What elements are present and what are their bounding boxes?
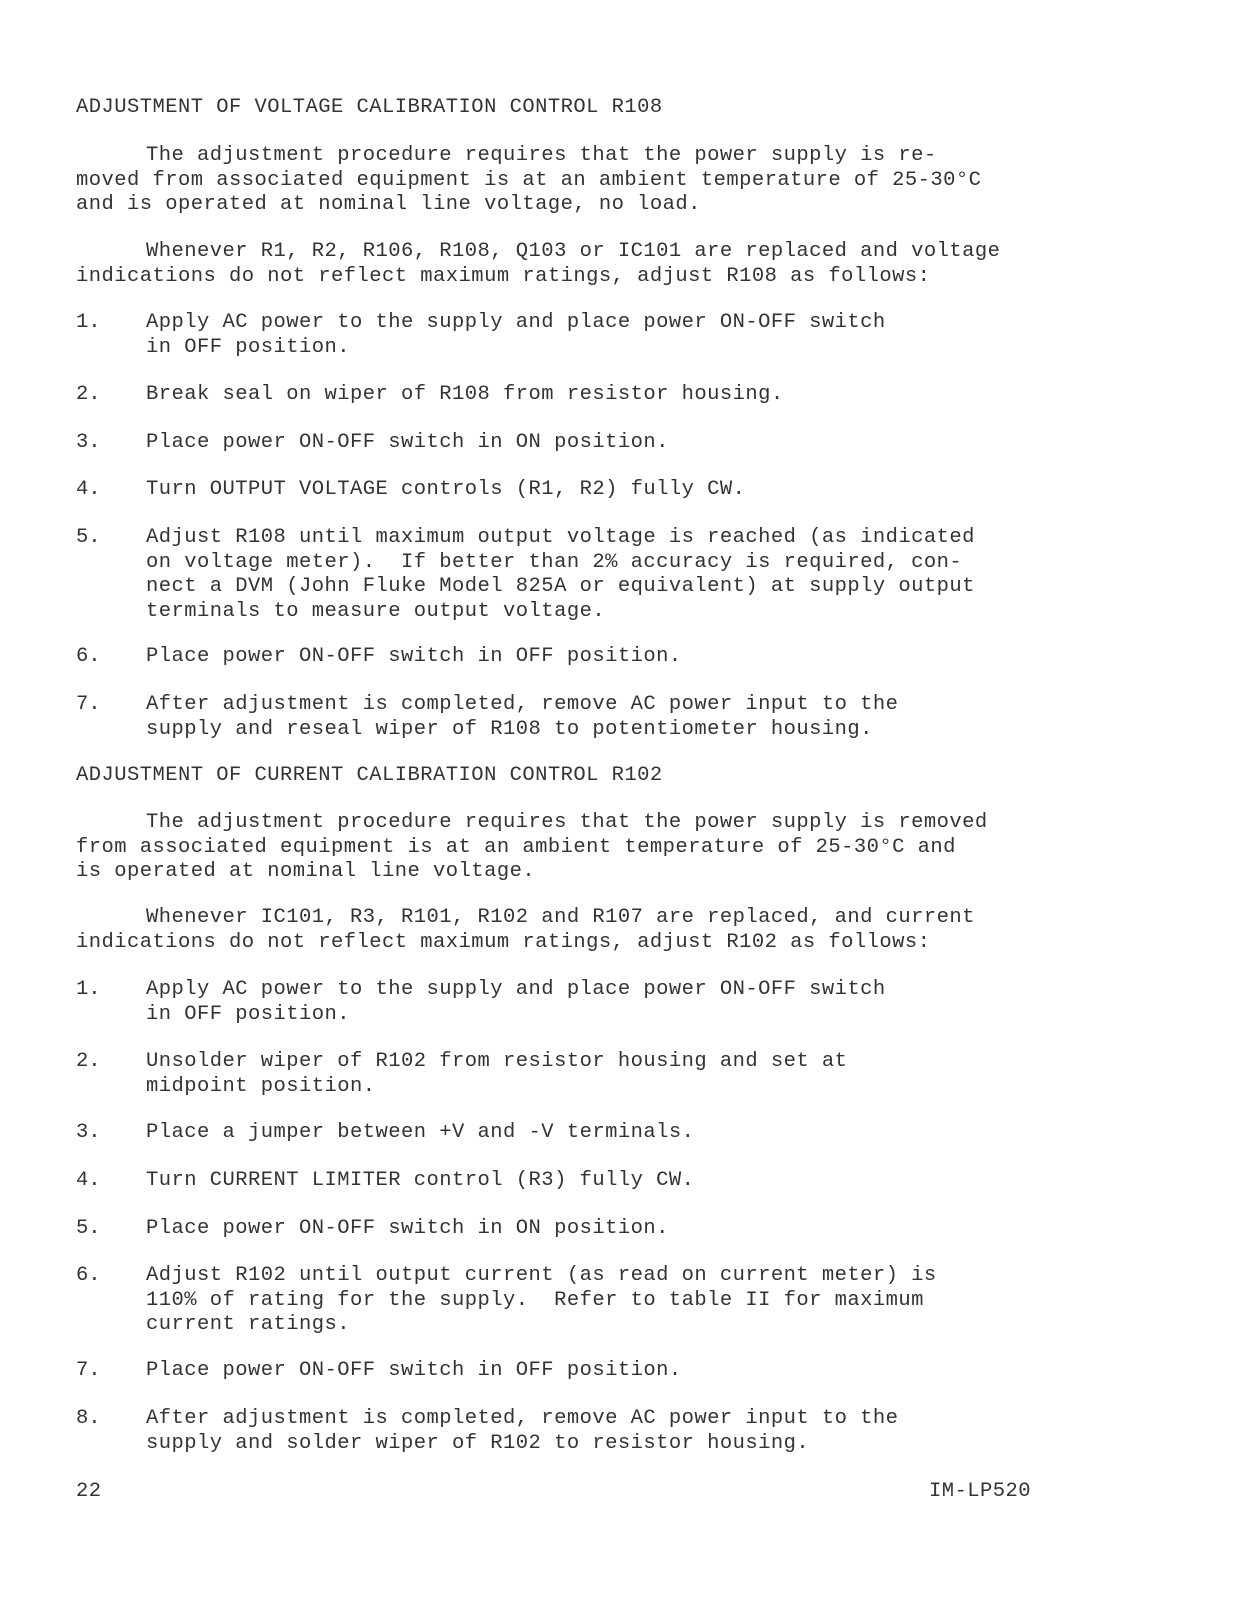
step-number: 6. <box>76 645 101 668</box>
text-line: 110% of rating for the supply. Refer to table II for maximum <box>146 1288 924 1312</box>
text-line: Whenever R1, R2, R106, R108, Q103 or IC101 are replaced and voltage <box>146 240 1001 263</box>
current-step-4 <box>76 1169 1206 1194</box>
text-line: in OFF position. <box>146 1002 351 1026</box>
text-line: is operated at nominal line voltage. <box>76 860 536 883</box>
voltage-step-3 <box>76 431 1206 456</box>
step-number: 7. <box>76 693 101 716</box>
section-heading-current: ADJUSTMENT OF CURRENT CALIBRATION CONTROL R102 <box>76 764 663 787</box>
text-line: and is operated at nominal line voltage, no load. <box>76 193 701 216</box>
step-number: 2. <box>76 383 101 406</box>
text-line: supply and solder wiper of R102 to resistor housing. <box>146 1431 810 1455</box>
step-number: 3. <box>76 1121 101 1144</box>
text-line: Turn CURRENT LIMITER control (R3) fully CW. <box>146 1169 695 1192</box>
text-line: Whenever IC101, R3, R101, R102 and R107 are replaced, and current <box>146 906 975 929</box>
text-line: on voltage meter). If better than 2% accuracy is required, con- <box>146 550 963 574</box>
text-line: Place power ON-OFF switch in ON position. <box>146 1217 669 1240</box>
text-line: in OFF position. <box>146 335 351 359</box>
text-line: Place a jumper between +V and -V terminals. <box>146 1121 695 1144</box>
section-heading-voltage: ADJUSTMENT OF VOLTAGE CALIBRATION CONTROL R108 <box>76 96 663 119</box>
document-id: IM-LP520 <box>929 1480 1032 1503</box>
step-number: 1. <box>76 311 101 334</box>
text-line: Place power ON-OFF switch in OFF position. <box>146 645 682 668</box>
current-step-8 <box>76 1407 1206 1456</box>
voltage-step-7 <box>76 693 1206 742</box>
step-number: 3. <box>76 431 101 454</box>
text-line: from associated equipment is at an ambient temperature of 25-30°C and <box>76 835 956 859</box>
step-number: 4. <box>76 1169 101 1192</box>
current-step-5 <box>76 1217 1206 1242</box>
step-number: 8. <box>76 1407 101 1430</box>
current-step-2 <box>76 1050 1206 1099</box>
intro-paragraph-current <box>76 811 1206 885</box>
text-line: Adjust R102 until output current (as read on current meter) is <box>146 1264 937 1287</box>
current-step-6 <box>76 1264 1206 1338</box>
text-line: The adjustment procedure requires that the power supply is removed <box>146 811 988 834</box>
step-number: 7. <box>76 1359 101 1382</box>
text-line: nect a DVM (John Fluke Model 825A or equivalent) at supply output <box>146 575 975 598</box>
text-line: Break seal on wiper of R108 from resistor housing. <box>146 383 784 406</box>
text-line: indications do not reflect maximum ratings, adjust R102 as follows: <box>76 930 931 954</box>
step-number: 2. <box>76 1050 101 1073</box>
step-number: 5. <box>76 526 101 549</box>
page-number: 22 <box>76 1480 102 1503</box>
text-line: terminals to measure output voltage. <box>146 599 606 623</box>
text-line: midpoint position. <box>146 1074 376 1098</box>
text-line: Turn OUTPUT VOLTAGE controls (R1, R2) fully CW. <box>146 478 746 501</box>
voltage-step-4 <box>76 478 1206 503</box>
text-line: Apply AC power to the supply and place power ON-OFF switch <box>146 978 886 1001</box>
condition-paragraph-current <box>76 906 1206 955</box>
text-line: moved from associated equipment is at an ambient temperature of 25-30°C <box>76 168 982 192</box>
text-line: current ratings. <box>146 1313 351 1336</box>
step-number: 4. <box>76 478 101 501</box>
text-line: Unsolder wiper of R102 from resistor housing and set at <box>146 1050 848 1073</box>
step-number: 5. <box>76 1217 101 1240</box>
voltage-step-5 <box>76 526 1206 624</box>
voltage-step-1 <box>76 311 1206 360</box>
intro-paragraph-voltage <box>76 144 1206 218</box>
voltage-step-2 <box>76 383 1206 408</box>
text-line: Adjust R108 until maximum output voltage is reached (as indicated <box>146 526 975 549</box>
step-number: 1. <box>76 978 101 1001</box>
text-line: After adjustment is completed, remove AC power input to the <box>146 1407 899 1430</box>
text-line: indications do not reflect maximum ratings, adjust R108 as follows: <box>76 264 931 288</box>
text-line: After adjustment is completed, remove AC power input to the <box>146 693 899 716</box>
text-line: Place power ON-OFF switch in OFF position. <box>146 1359 682 1382</box>
current-step-1 <box>76 978 1206 1027</box>
text-line: Place power ON-OFF switch in ON position. <box>146 431 669 454</box>
step-number: 6. <box>76 1264 101 1287</box>
condition-paragraph-voltage <box>76 240 1206 289</box>
text-line: The adjustment procedure requires that the power supply is re- <box>146 144 937 167</box>
voltage-step-6 <box>76 645 1206 670</box>
current-step-7 <box>76 1359 1206 1384</box>
text-line: supply and reseal wiper of R108 to potentiometer housing. <box>146 717 873 741</box>
current-step-3 <box>76 1121 1206 1146</box>
text-line: Apply AC power to the supply and place power ON-OFF switch <box>146 311 886 334</box>
